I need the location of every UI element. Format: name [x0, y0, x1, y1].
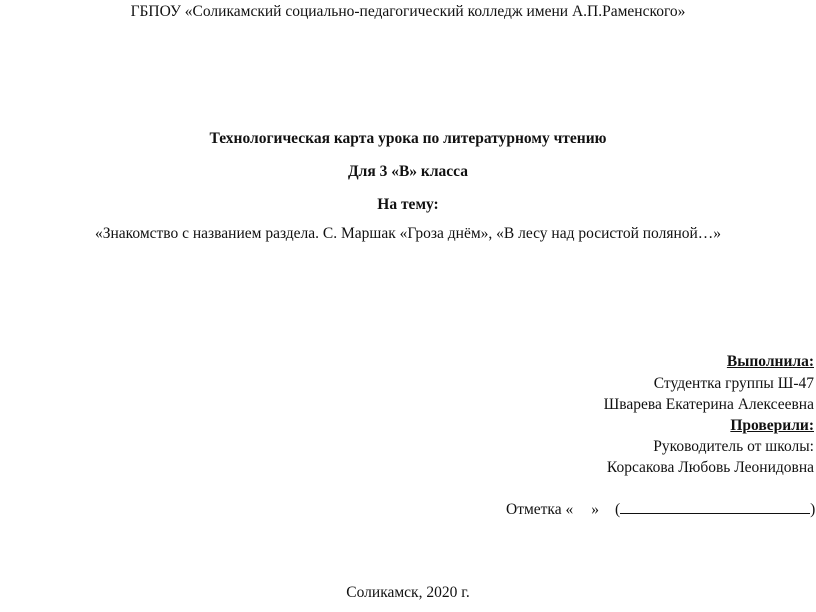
signature-blank-line — [620, 499, 810, 514]
checked-label: Проверили: — [730, 417, 814, 434]
mark-label: Отметка « — [506, 501, 574, 518]
topic-label: На тему: — [377, 196, 439, 213]
place-year: Соликамск, 2020 г. — [346, 584, 470, 601]
checked-name: Корсакова Любовь Леонидовна — [606, 459, 814, 476]
document-title: Технологическая карта урока по литературному чтению — [209, 130, 607, 147]
mark-paren-close: ) — [810, 501, 816, 518]
topic-text: «Знакомство с названием раздела. С. Маршак «Гроза днём», «В лесу над росистой поляной…» — [94, 225, 722, 242]
class-line: Для 3 «В» класса — [347, 163, 469, 180]
mark-paren-open: ( — [614, 501, 621, 518]
performed-name: Шварева Екатерина Алексеевна — [603, 396, 814, 413]
institution-header: ГБПОУ «Соликамский социально-педагогический колледж имени А.П.Раменского» — [130, 3, 686, 20]
performed-group: Студентка группы Ш-47 — [653, 375, 814, 392]
mark-line — [506, 499, 815, 520]
mark-close: » — [591, 501, 599, 518]
performed-label: Выполнила: — [726, 353, 814, 370]
checked-role: Руководитель от школы: — [653, 438, 814, 455]
